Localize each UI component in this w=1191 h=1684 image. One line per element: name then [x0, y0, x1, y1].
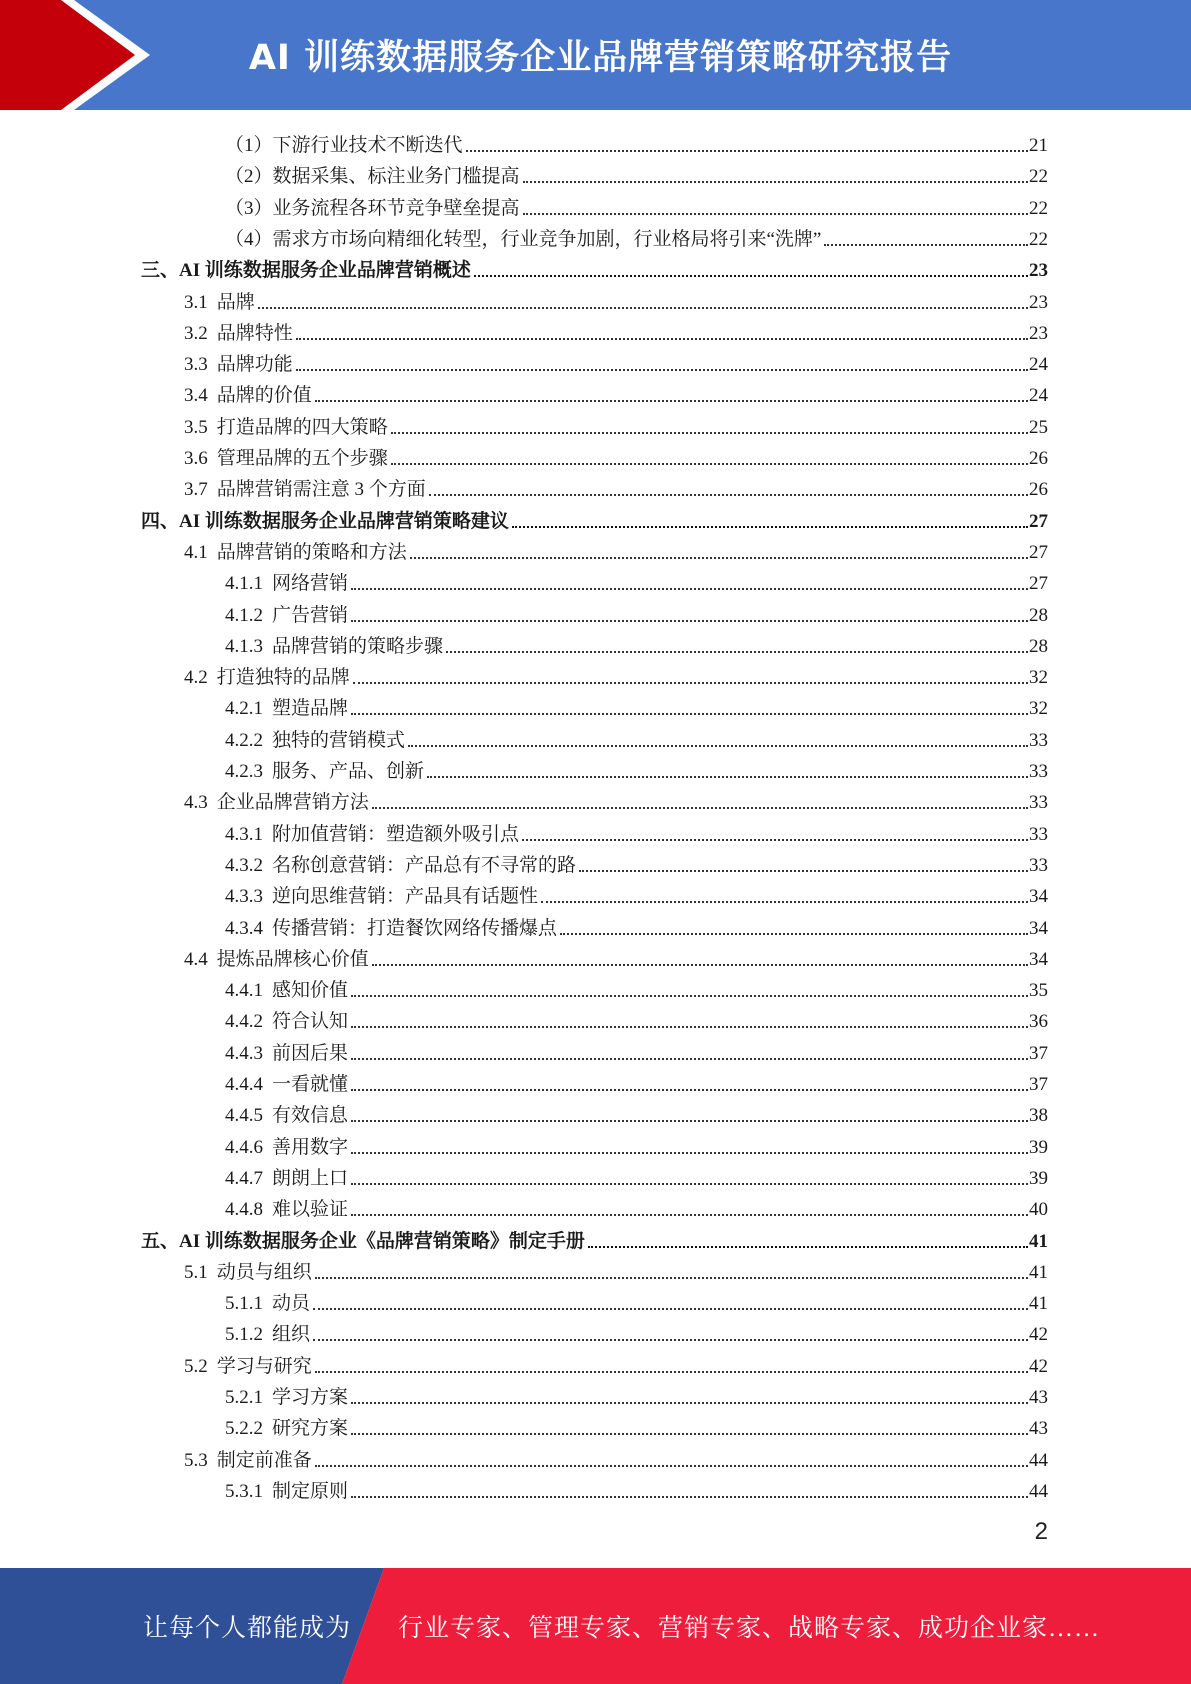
toc-entry[interactable] — [225, 1002, 1048, 1033]
toc-dot-leader — [588, 1246, 1028, 1248]
toc-entry-number: 4.2.2 — [225, 729, 263, 751]
toc-entry[interactable] — [225, 1472, 1048, 1503]
toc-entry[interactable] — [141, 251, 1048, 282]
toc-entry-title: 品牌特性 — [216, 322, 293, 344]
toc-dot-leader — [351, 1152, 1028, 1154]
toc-dot-leader — [372, 964, 1028, 966]
toc-entry-number: 4.2.3 — [225, 761, 263, 782]
toc-entry[interactable] — [225, 596, 1048, 627]
toc-entry-page: 28 — [1029, 604, 1048, 626]
toc-entry-title: 有效信息 — [272, 1105, 349, 1127]
toc-entry-title: 逆向思维营销：产品具有话题性 — [272, 886, 539, 908]
toc-entry-page: 41 — [1029, 1293, 1048, 1315]
header-banner — [0, 0, 1191, 110]
toc-dot-leader — [391, 432, 1028, 434]
toc-entry-page: 21 — [1029, 135, 1048, 156]
toc-entry-page: 26 — [1029, 448, 1048, 469]
toc-entry[interactable] — [184, 1347, 1048, 1378]
toc-entry[interactable] — [141, 502, 1048, 533]
toc-entry-title: 制定前准备 — [216, 1449, 312, 1471]
toc-entry[interactable] — [184, 345, 1048, 376]
toc-entry-page: 44 — [1029, 1480, 1048, 1502]
toc-dot-leader — [560, 933, 1028, 935]
toc-dot-leader — [353, 682, 1028, 684]
toc-entry[interactable] — [225, 689, 1048, 720]
toc-dot-leader — [315, 1465, 1028, 1467]
toc-entry-page: 42 — [1029, 1324, 1048, 1346]
toc-entry-title: 传播营销：打造餐饮网络传播爆点 — [272, 917, 558, 939]
toc-entry-page: 26 — [1029, 479, 1048, 501]
toc-dot-leader — [408, 745, 1028, 747]
toc-entry-page: 22 — [1029, 197, 1048, 219]
toc-entry-number: 3.1 — [184, 291, 208, 313]
toc-entry[interactable] — [225, 971, 1048, 1002]
toc-entry[interactable] — [225, 877, 1048, 908]
toc-dot-leader — [523, 181, 1028, 183]
toc-entry-number: 4.4.6 — [225, 1136, 263, 1158]
toc-entry-title: 附加值营销：塑造额外吸引点 — [272, 823, 520, 845]
toc-entry[interactable] — [225, 220, 1048, 251]
toc-entry-page: 27 — [1029, 573, 1048, 595]
toc-entry-title: （2）数据采集、标注业务门槛提高 — [225, 166, 520, 188]
toc-entry-page: 23 — [1029, 291, 1048, 313]
toc-dot-leader — [391, 463, 1028, 465]
toc-entry-title: 打造独特的品牌 — [216, 667, 350, 689]
toc-entry-page: 23 — [1029, 322, 1048, 344]
toc-dot-leader — [351, 620, 1028, 622]
toc-entry-title: 一看就懂 — [272, 1074, 349, 1095]
toc-entry-page: 37 — [1029, 1074, 1048, 1095]
toc-entry-page: 41 — [1029, 1261, 1048, 1283]
toc-entry-number: 4.3 — [184, 792, 208, 814]
toc-dot-leader — [351, 1183, 1028, 1185]
toc-entry-number: 3.7 — [184, 479, 208, 501]
toc-entry-title: 广告营销 — [272, 604, 349, 626]
toc-entry-page: 39 — [1029, 1167, 1048, 1189]
toc-entry-page: 44 — [1029, 1449, 1048, 1471]
toc-entry-page: 42 — [1029, 1355, 1048, 1377]
toc-dot-leader — [523, 213, 1028, 215]
toc-entry-number: 4.3.1 — [225, 823, 263, 845]
toc-entry[interactable] — [225, 1159, 1048, 1190]
toc-entry-page: 41 — [1029, 1230, 1048, 1252]
toc-entry-title: 品牌功能 — [216, 354, 293, 376]
toc-entry-number: 3.4 — [184, 385, 208, 407]
toc-dot-leader — [427, 776, 1028, 778]
toc-entry-number: 5.1 — [184, 1261, 208, 1283]
toc-entry-title: 塑造品牌 — [272, 698, 349, 720]
toc-entry-title: 五、AI 训练数据服务企业《品牌营销策略》制定手册 — [141, 1230, 585, 1252]
toc-entry[interactable] — [225, 1034, 1048, 1065]
toc-entry-number: 4.4.4 — [225, 1074, 263, 1095]
toc-entry-page: 43 — [1029, 1418, 1048, 1440]
toc-entry-number: 3.3 — [184, 354, 208, 376]
toc-dot-leader — [351, 1026, 1028, 1028]
toc-dot-leader — [315, 400, 1028, 402]
toc-entry-title: 打造品牌的四大策略 — [216, 416, 388, 438]
toc-entry-title: 四、AI 训练数据服务企业品牌营销策略建议 — [141, 510, 509, 532]
toc-entry[interactable] — [141, 1222, 1048, 1253]
toc-dot-leader — [296, 338, 1028, 340]
toc-entry[interactable] — [225, 815, 1048, 846]
toc-entry[interactable] — [225, 909, 1048, 940]
toc-entry-title: 前因后果 — [272, 1042, 349, 1064]
toc-entry-title: 学习与研究 — [216, 1355, 312, 1377]
toc-entry-title: 网络营销 — [272, 573, 349, 595]
toc-entry-page: 22 — [1029, 166, 1048, 188]
toc-entry-page: 22 — [1029, 228, 1048, 250]
toc-entry-title: 提炼品牌核心价值 — [216, 948, 369, 970]
toc-entry-number: 4.4.2 — [225, 1011, 263, 1033]
toc-dot-leader — [258, 307, 1028, 309]
toc-entry-number: 4.2 — [184, 667, 208, 689]
toc-entry-number: 4.4.7 — [225, 1167, 263, 1189]
toc-entry-number: 4.4.1 — [225, 980, 263, 1002]
toc-entry-number: 4.1 — [184, 541, 208, 563]
toc-dot-leader — [351, 1089, 1028, 1091]
toc-entry-title: （4）需求方市场向精细化转型，行业竞争加剧，行业格局将引来“洗牌” — [225, 228, 822, 250]
toc-entry[interactable] — [184, 283, 1048, 314]
toc-dot-leader — [372, 807, 1028, 809]
toc-entry[interactable] — [184, 470, 1048, 501]
toc-entry-number: 4.4.8 — [225, 1199, 263, 1221]
toc-entry-title: 品牌的价值 — [216, 385, 312, 407]
toc-entry[interactable] — [184, 533, 1048, 564]
toc-entry[interactable] — [225, 627, 1048, 658]
toc-entry-number: 5.2.1 — [225, 1387, 263, 1408]
toc-dot-leader — [351, 1058, 1028, 1060]
toc-entry-page: 36 — [1029, 1011, 1048, 1033]
toc-entry[interactable] — [225, 1128, 1048, 1159]
toc-entry[interactable] — [184, 1441, 1048, 1472]
toc-entry[interactable] — [184, 1253, 1048, 1284]
toc-entry-number: 4.4 — [184, 948, 208, 970]
toc-entry-page: 33 — [1029, 854, 1048, 876]
toc-entry-title: 研究方案 — [272, 1418, 349, 1440]
toc-entry-title: 品牌营销需注意 3 个方面 — [216, 479, 426, 501]
toc-entry[interactable] — [184, 940, 1048, 971]
toc-entry-number: 5.2.2 — [225, 1418, 263, 1440]
toc-entry-page: 24 — [1029, 385, 1048, 407]
toc-entry-title: 品牌 — [216, 291, 255, 313]
toc-entry-title: 学习方案 — [272, 1387, 349, 1408]
toc-entry-page: 23 — [1029, 260, 1048, 282]
toc-dot-leader — [313, 1308, 1028, 1310]
toc-entry[interactable] — [225, 1284, 1048, 1315]
footer-slogan-right: 行业专家、管理专家、营销专家、战略专家、成功企业家…… — [398, 1615, 1101, 1642]
toc-entry[interactable] — [184, 376, 1048, 407]
toc-entry-number: 5.1.2 — [225, 1324, 263, 1346]
toc-entry-number: 5.3.1 — [225, 1480, 263, 1502]
toc-entry-number: 5.1.1 — [225, 1293, 263, 1315]
toc-dot-leader — [410, 557, 1028, 559]
toc-entry-page: 32 — [1029, 698, 1048, 720]
toc-entry-title: 朗朗上口 — [272, 1167, 349, 1189]
toc-entry-page: 43 — [1029, 1387, 1048, 1408]
toc-entry-number: 4.1.3 — [225, 635, 263, 657]
toc-entry-page: 27 — [1029, 541, 1048, 563]
toc-entry[interactable] — [225, 846, 1048, 877]
toc-dot-leader — [446, 651, 1028, 653]
toc-entry-number: 4.4.3 — [225, 1042, 263, 1064]
toc-entry-page: 25 — [1029, 416, 1048, 438]
toc-entry[interactable] — [184, 783, 1048, 814]
toc-dot-leader — [351, 588, 1028, 590]
toc-entry[interactable] — [225, 1190, 1048, 1221]
toc-entry-number: 3.2 — [184, 322, 208, 344]
toc-entry-number: 4.1.1 — [225, 573, 263, 595]
toc-dot-leader — [579, 870, 1028, 872]
toc-dot-leader — [351, 995, 1028, 997]
toc-entry-number: 3.6 — [184, 448, 208, 469]
toc-dot-leader — [466, 150, 1028, 152]
toc-entry[interactable] — [225, 126, 1048, 157]
toc-entry-page: 34 — [1029, 886, 1048, 908]
toc-dot-leader — [315, 1371, 1028, 1373]
toc-entry-title: 难以验证 — [272, 1199, 349, 1221]
toc-entry-title: 企业品牌营销方法 — [216, 792, 369, 814]
toc-entry[interactable] — [184, 439, 1048, 470]
toc-entry-number: 4.3.3 — [225, 886, 263, 908]
toc-entry-page: 37 — [1029, 1042, 1048, 1064]
toc-entry-title: 名称创意营销：产品总有不寻常的路 — [272, 854, 577, 876]
toc-entry[interactable] — [225, 1096, 1048, 1127]
toc-entry-page: 33 — [1029, 792, 1048, 814]
toc-dot-leader — [351, 1433, 1028, 1435]
toc-dot-leader — [351, 1496, 1028, 1498]
toc-entry-number: 4.4.5 — [225, 1105, 263, 1127]
toc-dot-leader — [351, 713, 1028, 715]
toc-entry-number: 5.2 — [184, 1355, 208, 1377]
toc-entry[interactable] — [184, 314, 1048, 345]
toc-entry[interactable] — [225, 157, 1048, 188]
toc-dot-leader — [522, 839, 1028, 841]
toc-dot-leader — [429, 494, 1028, 496]
toc-entry-number: 3.5 — [184, 416, 208, 438]
toc-entry-number: 4.3.4 — [225, 917, 263, 939]
toc-entry-page: 34 — [1029, 948, 1048, 970]
toc-entry-title: 品牌营销的策略和方法 — [216, 541, 407, 563]
toc-entry[interactable] — [225, 1378, 1048, 1409]
toc-entry-number: 4.2.1 — [225, 698, 263, 720]
toc-entry-page: 32 — [1029, 667, 1048, 689]
toc-entry-title: 独特的营销模式 — [272, 729, 406, 751]
toc-dot-leader — [313, 1339, 1028, 1341]
toc-entry-title: 制定原则 — [272, 1480, 349, 1502]
header-arrow-graphic — [0, 0, 160, 110]
toc-entry-number: 5.3 — [184, 1449, 208, 1471]
toc-entry-title: 组织 — [272, 1324, 311, 1346]
footer-slogan-left: 让每个人都能成为 — [143, 1615, 352, 1642]
toc-entry-title: 三、AI 训练数据服务企业品牌营销概述 — [141, 260, 471, 282]
toc-entry-number: 4.1.2 — [225, 604, 263, 626]
footer-banner — [0, 1568, 1191, 1684]
toc-entry[interactable] — [225, 564, 1048, 595]
toc-dot-leader — [824, 244, 1028, 246]
toc-entry-page: 27 — [1029, 510, 1048, 532]
page-number: 2 — [1034, 1518, 1048, 1545]
report-title: AI 训练数据服务企业品牌营销策略研究报告 — [248, 38, 953, 78]
toc-entry-number: 4.3.2 — [225, 854, 263, 876]
toc-entry-page: 39 — [1029, 1136, 1048, 1158]
toc-dot-leader — [351, 1402, 1028, 1404]
toc-entry-page: 40 — [1029, 1199, 1048, 1221]
toc-entry[interactable] — [225, 752, 1048, 783]
toc-entry-title: 动员 — [272, 1293, 311, 1315]
toc-entry-page: 38 — [1029, 1105, 1048, 1127]
toc-entry[interactable] — [184, 408, 1048, 439]
toc-entry[interactable] — [225, 189, 1048, 220]
toc-dot-leader — [474, 275, 1028, 277]
toc-entry[interactable] — [225, 1315, 1048, 1346]
toc-entry-page: 33 — [1029, 823, 1048, 845]
toc-dot-leader — [296, 369, 1028, 371]
toc-entry-title: 品牌营销的策略步骤 — [272, 635, 444, 657]
toc-entry-page: 34 — [1029, 917, 1048, 939]
toc-entry-title: （1）下游行业技术不断迭代 — [225, 135, 463, 156]
toc-entry-page: 24 — [1029, 354, 1048, 376]
toc-entry-title: 管理品牌的五个步骤 — [216, 448, 388, 469]
toc-dot-leader — [351, 1214, 1028, 1216]
toc-entry-title: 服务、产品、创新 — [272, 761, 425, 782]
toc-entry[interactable] — [184, 658, 1048, 689]
toc-entry[interactable] — [225, 1409, 1048, 1440]
toc-entry-title: （3）业务流程各环节竞争壁垒提高 — [225, 197, 520, 219]
toc-entry[interactable] — [225, 1065, 1048, 1096]
toc-entry-page: 33 — [1029, 761, 1048, 782]
toc-dot-leader — [512, 526, 1028, 528]
toc-entry-title: 感知价值 — [272, 980, 349, 1002]
toc-entry-page: 35 — [1029, 980, 1048, 1002]
toc-entry-page: 33 — [1029, 729, 1048, 751]
toc-dot-leader — [315, 1277, 1028, 1279]
toc-entry-title: 善用数字 — [272, 1136, 349, 1158]
toc-entry-page: 28 — [1029, 635, 1048, 657]
toc-entry-title: 动员与组织 — [216, 1261, 312, 1283]
toc-entry[interactable] — [225, 721, 1048, 752]
toc-dot-leader — [541, 901, 1028, 903]
toc-dot-leader — [351, 1120, 1028, 1122]
toc-entry-title: 符合认知 — [272, 1011, 349, 1033]
